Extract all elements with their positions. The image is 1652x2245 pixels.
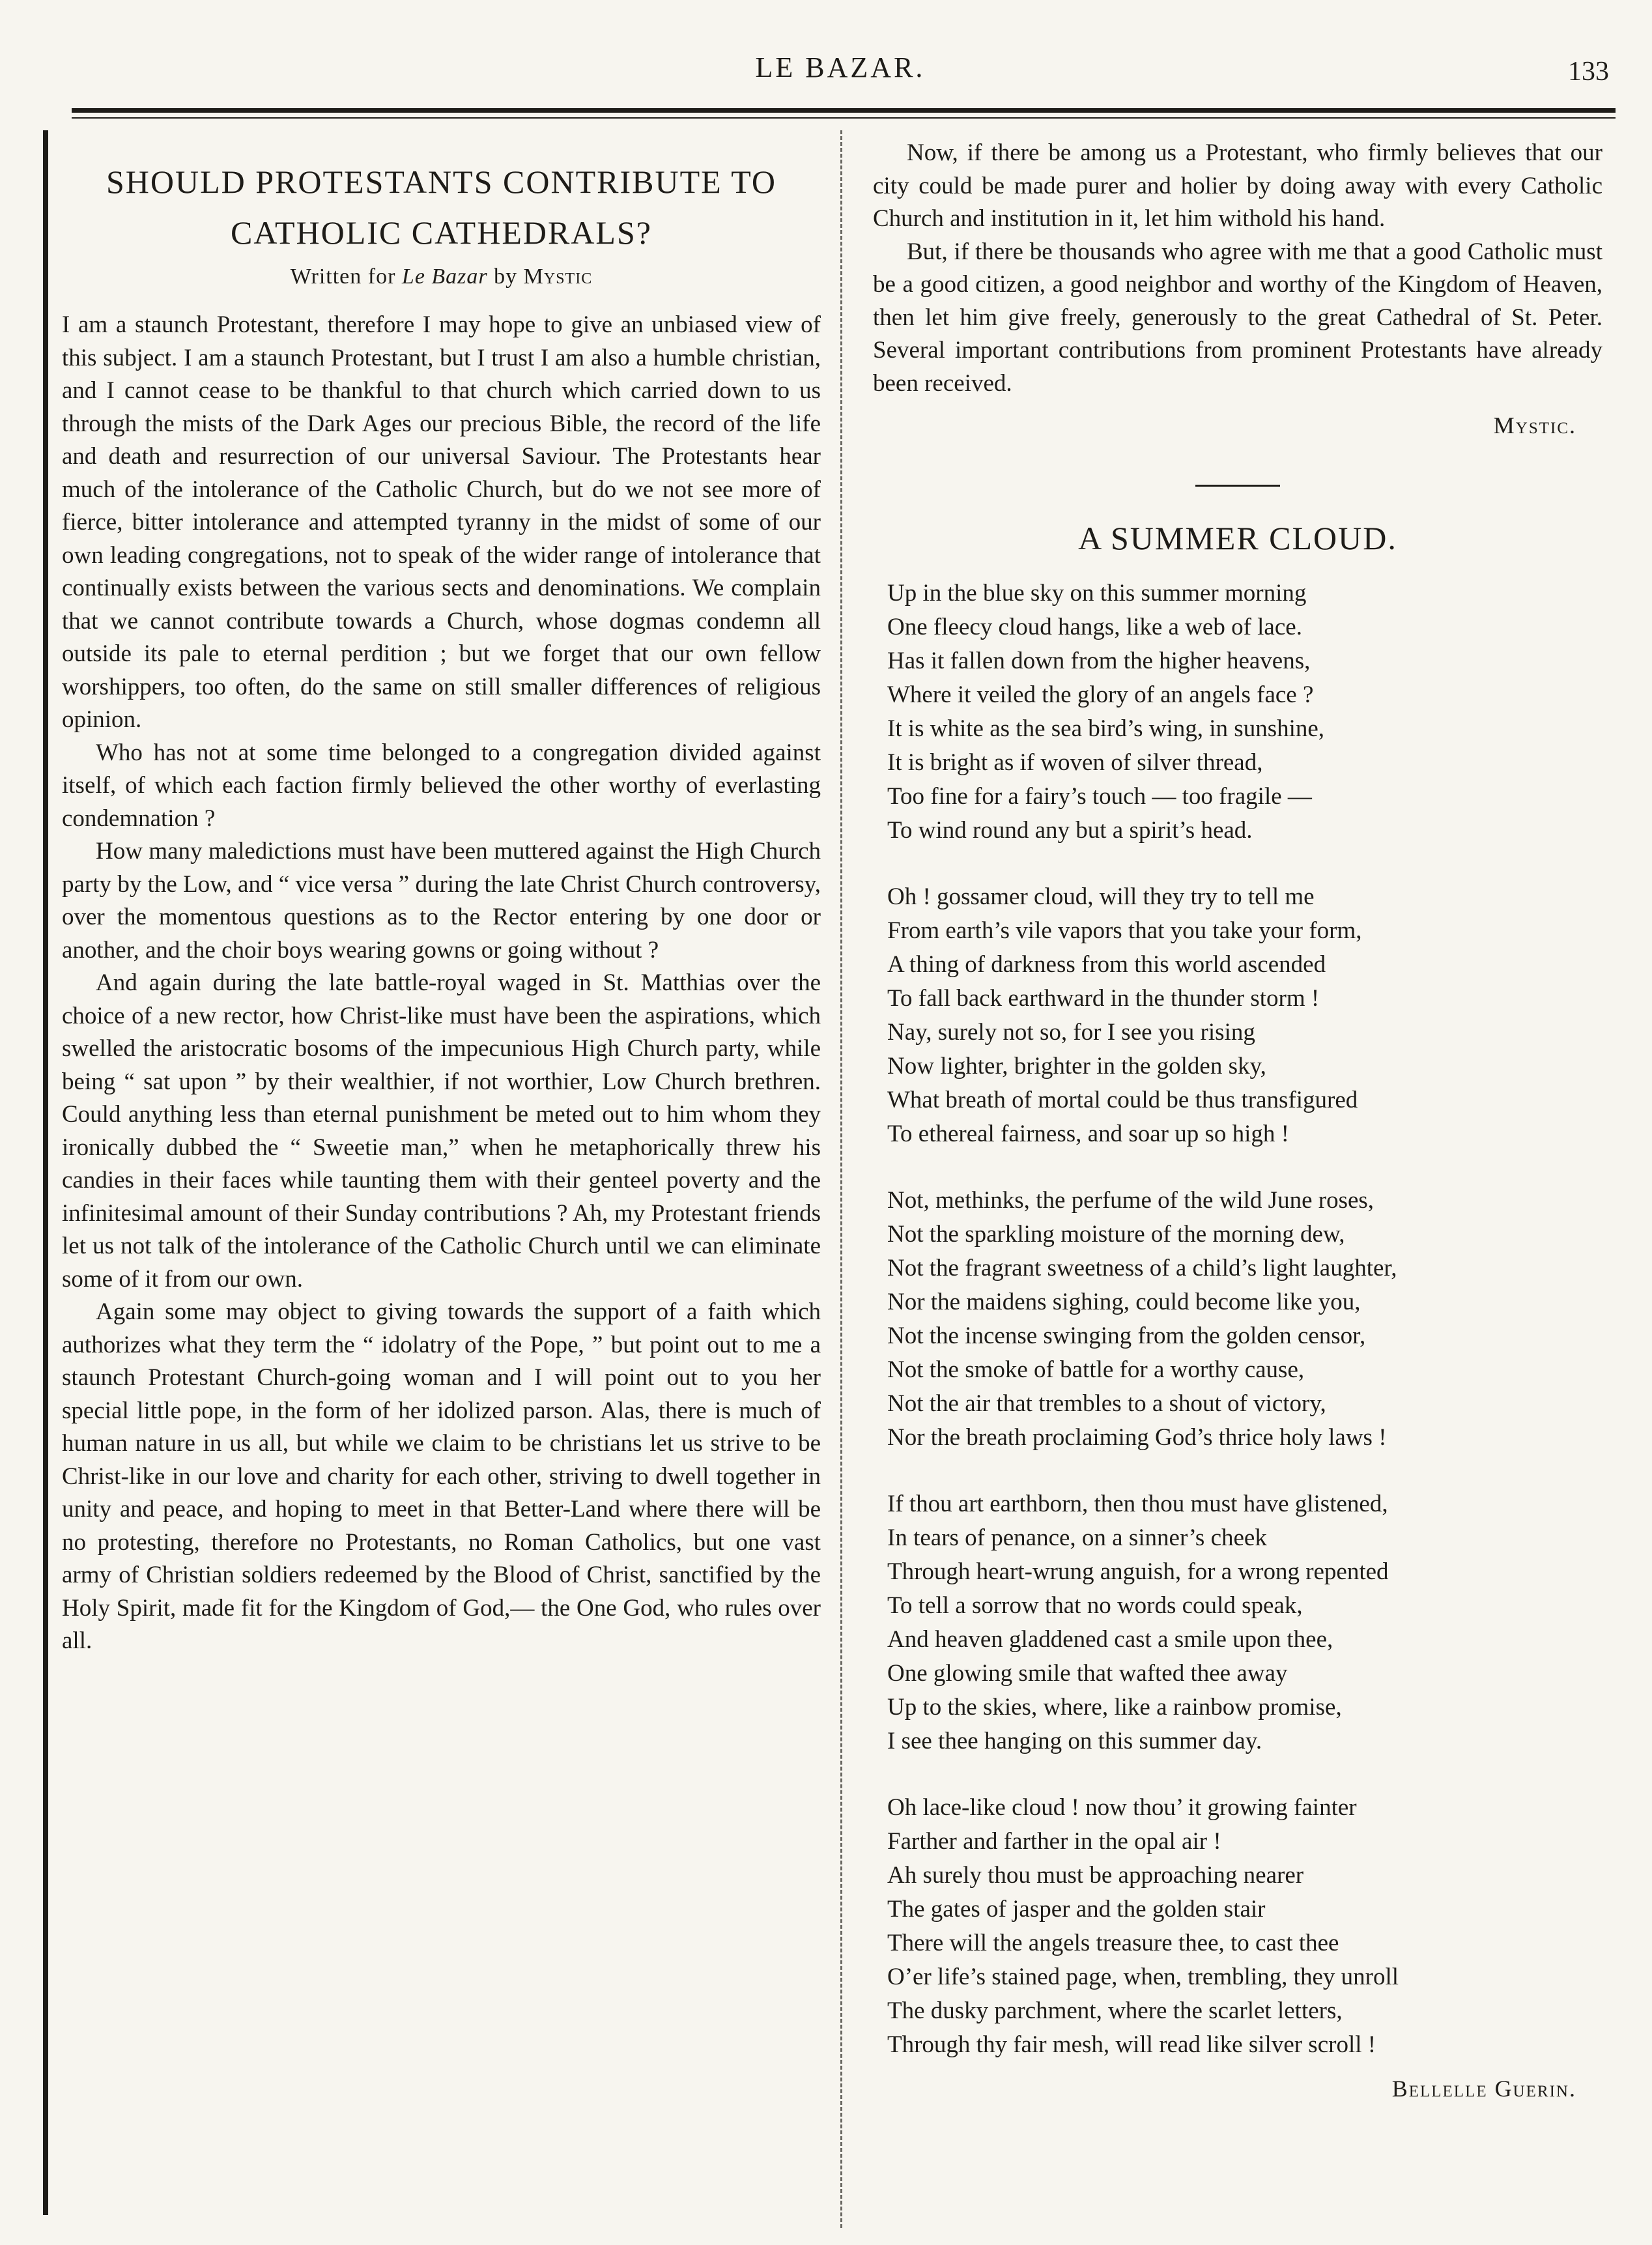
poem-line: Through thy fair mesh, will read like silver scroll ! [887, 2031, 1376, 2058]
poem-line: In tears of penance, on a sinner’s cheek [887, 1524, 1267, 1551]
poem-line: Not the fragrant sweetness of a child’s light laughter, [887, 1255, 1397, 1281]
article-title-line-2: CATHOLIC CATHEDRALS? [231, 214, 652, 251]
article-paragraph: How many maledictions must have been muttered against the High Church party by the Low, and “ vice versa ” during the late Christ Church controversy, over the momentous questions as to the Rector entering by one door or another, and the choir boys wearing gowns or going without ? [62, 838, 821, 964]
poem-line: Farther and farther in the opal air ! [887, 1828, 1221, 1855]
article-paragraph: Now, if there be among us a Protestant, who firmly believes that our city could be made purer and holier by doing away with every Catholic Church and institution in it, let him withold his hand. [873, 139, 1602, 232]
right-column [873, 137, 1602, 2102]
poem-line: The gates of jasper and the golden stair [887, 1896, 1266, 1923]
article-paragraph: Who has not at some time belonged to a congregation divided against itself, of which each faction firmly believed the other worthy of everlasting condemnation ? [62, 739, 821, 832]
poem-line: It is bright as if woven of silver thread, [887, 749, 1263, 776]
byline-publication: Le Bazar [401, 265, 488, 289]
poem-stanza [887, 1791, 1602, 2062]
poem-line: Not the smoke of battle for a worthy cause, [887, 1356, 1305, 1383]
byline-by: by [487, 265, 524, 289]
poem-line: To wind round any but a spirit’s head. [887, 817, 1253, 844]
poem-line: Now lighter, brighter in the golden sky, [887, 1053, 1266, 1080]
poem-line: One fleecy cloud hangs, like a web of lace. [887, 614, 1302, 640]
poem-line: Not, methinks, the perfume of the wild June roses, [887, 1187, 1374, 1214]
poem-line: From earth’s vile vapors that you take your form, [887, 917, 1362, 944]
left-column [62, 137, 821, 1658]
article-paragraph: Again some may object to giving towards the support of a faith which authorizes what they term the “ idolatry of the Pope, ” but point out to me a staunch Protestant Church-going woman and I will point out to you her special little pope, in the form of her idolized parson. Alas, there is much of human nature in us all, but while we claim to be christians let us strive to be Christ-like in our love and charity for each other, striving to dwell together in unity and peace, and hoping to meet in that Better-Land where there will be no protesting, therefore no Protestants, no Roman Catholics, but one vast army of Christian soldiers redeemed by the Blood of Christ, sanctified by the Holy Spirit, made fit for the Kingdom of God,— the One God, who rules over all. [62, 1298, 821, 1654]
poem-line: O’er life’s stained page, when, trembling, they unroll [887, 1964, 1399, 1990]
left-margin-bar [43, 130, 48, 2215]
poem-line: Nor the maidens sighing, could become like you, [887, 1289, 1361, 1315]
page-header [52, 39, 1629, 130]
poem-line: One glowing smile that wafted thee away [887, 1660, 1288, 1687]
byline-prefix: Written for [290, 265, 402, 289]
poem-line: The dusky parchment, where the scarlet letters, [887, 1997, 1343, 2024]
poem-stanza [887, 880, 1602, 1151]
article-paragraph: I am a staunch Protestant, therefore I may hope to give an unbiased view of this subject. I am a staunch Protestant, but I trust I am also a humble christian, and I cannot cease to be thankful to that church which carried down to us through the mists of the Dark Ages our precious Bible, the record of the life and death and resurrection of our universal Saviour. The Protestants hear much of the intolerance of the Catholic Church, but do we not see more of fierce, bitter intolerance and attempted tyranny in the midst of some of our own leading congregations, not to speak of the wider range of intolerance that continually exists between the various sects and denominations. We complain that we cannot contribute towards a Church, whose dogmas condemn all outside its pale to eternal perdition ; but we forget that our own fellow worshippers, too often, do the same on still smaller differences of religious opinion. [62, 311, 821, 733]
poem-stanza [887, 577, 1602, 848]
poem-line: Up to the skies, where, like a rainbow promise, [887, 1694, 1342, 1721]
running-title: LE BAZAR. [755, 51, 926, 83]
poem-line: To ethereal fairness, and soar up so high ! [887, 1121, 1289, 1147]
poem-line: To fall back earthward in the thunder storm ! [887, 985, 1320, 1012]
article-title-line-1: SHOULD PROTESTANTS CONTRIBUTE TO [106, 164, 777, 200]
column-divider [840, 130, 842, 2228]
poem-line: Ah surely thou must be approaching nearer [887, 1862, 1304, 1889]
poem-line: Nay, surely not so, for I see you rising [887, 1019, 1255, 1046]
poem-line: Not the incense swinging from the golden censor, [887, 1323, 1366, 1349]
poem-line: Nor the breath proclaiming God’s thrice holy laws ! [887, 1424, 1387, 1451]
article-byline [62, 265, 821, 289]
poem-line: Has it fallen down from the higher heavens, [887, 648, 1311, 674]
header-rule-thin [72, 117, 1616, 119]
poem-body [887, 577, 1602, 2062]
poem-title: A SUMMER CLOUD. [1078, 520, 1397, 556]
page-number: 133 [1568, 57, 1609, 87]
article-paragraph: And again during the late battle-royal waged in St. Matthias over the choice of a new rector, how Christ-like must have been the aspirations, which swelled the aristocratic bosoms of the impecunious High Church party, while being “ sat upon ” by their wealthier, if not worthier, Low Church brethren. Could anything less than eternal punishment be meted out to him whom they ironically dubbed the “ Sweetie man,” when he metaphorically threw his candies in their faces while taunting them with their genteel poverty and the infinitesimal amount of their Sunday contributions ? Ah, my Protestant friends let us not talk of the intolerance of the Catholic Church until we can eliminate some of it from our own. [62, 969, 821, 1293]
poem-stanza [887, 1487, 1602, 1758]
poem-line: It is white as the sea bird’s wing, in sunshine, [887, 715, 1325, 742]
poem-line: And heaven gladdened cast a smile upon thee, [887, 1626, 1333, 1653]
poem-line: If thou art earthborn, then thou must have glistened, [887, 1491, 1388, 1517]
article-paragraph: But, if there be thousands who agree with me that a good Catholic must be a good citizen, a good neighbor and worthy of the Kingdom of Heaven, then let him give freely, generously to the great Cathedral of St. Peter. Several important contributions from prominent Protestants have already been received. [873, 238, 1602, 397]
poem-line: To tell a sorrow that no words could speak, [887, 1592, 1303, 1619]
poem-signature: Bellelle Guerin. [1391, 2076, 1576, 2102]
poem-line: Oh ! gossamer cloud, will they try to tell me [887, 883, 1315, 910]
poem-line: I see thee hanging on this summer day. [887, 1728, 1262, 1754]
poem-line: Oh lace-like cloud ! now thou’ it growing fainter [887, 1794, 1357, 1821]
section-divider [1195, 485, 1280, 487]
poem-line: What breath of mortal could be thus transfigured [887, 1087, 1358, 1113]
poem-line: Not the sparkling moisture of the morning dew, [887, 1221, 1345, 1248]
article-signature: Mystic. [1493, 412, 1576, 438]
byline-author: Mystic [523, 265, 593, 289]
poem-line: Where it veiled the glory of an angels face ? [887, 681, 1314, 708]
poem-stanza [887, 1184, 1602, 1455]
poem-line: Not the air that trembles to a shout of victory, [887, 1390, 1326, 1417]
header-rule-thick [72, 108, 1616, 113]
poem-line: Too fine for a fairy’s touch — too fragile — [887, 783, 1312, 810]
poem-line: Through heart-wrung anguish, for a wrong repented [887, 1558, 1389, 1585]
article-title [62, 156, 821, 258]
poem-line: Up in the blue sky on this summer morning [887, 580, 1307, 607]
poem-line: A thing of darkness from this world ascended [887, 951, 1326, 978]
poem-line: There will the angels treasure thee, to cast thee [887, 1930, 1339, 1956]
